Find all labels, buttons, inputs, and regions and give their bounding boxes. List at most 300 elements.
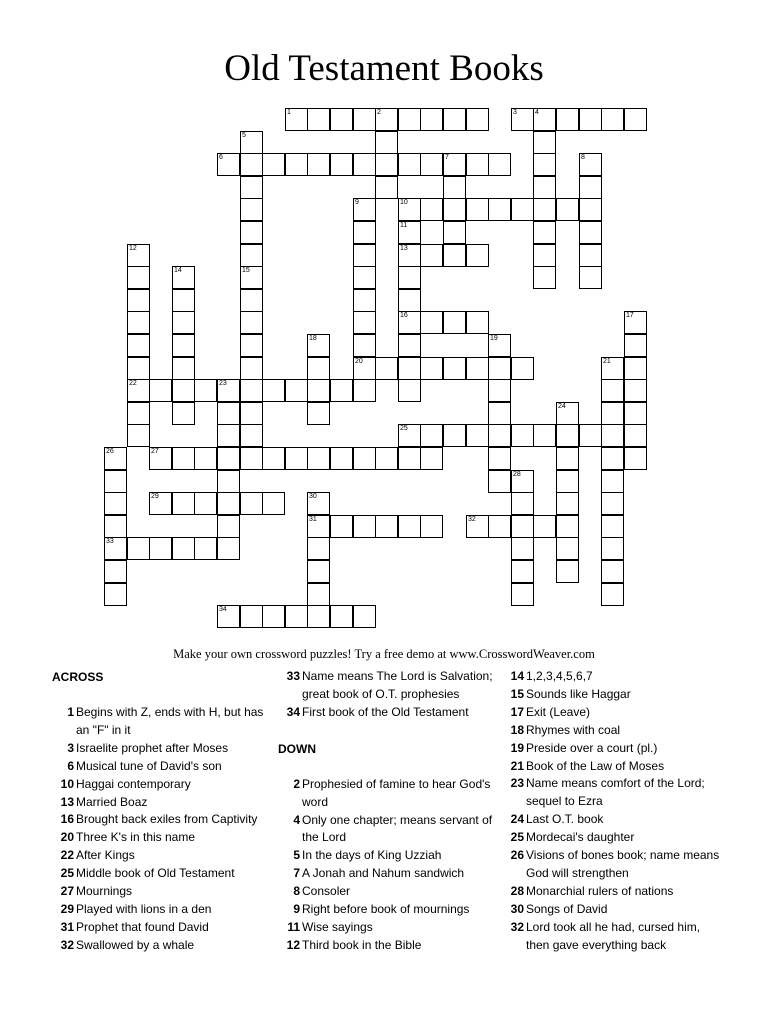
grid-cell[interactable] (601, 560, 624, 583)
grid-cell[interactable] (217, 492, 240, 515)
grid-cell[interactable] (398, 289, 421, 312)
grid-cell[interactable] (624, 447, 647, 470)
grid-cell[interactable] (601, 379, 624, 402)
clue-number: 12 (129, 245, 137, 252)
clue-text: Prophet that found David (76, 919, 209, 934)
clue-number: 11 (400, 222, 408, 229)
grid-cell[interactable] (240, 334, 263, 357)
clue-num: 22 (60, 848, 74, 863)
clue-number: 22 (129, 380, 137, 387)
grid-cell[interactable] (104, 515, 127, 538)
clue-number: 14 (174, 267, 182, 274)
grid-cell[interactable] (556, 402, 579, 425)
clue-number: 1 (287, 109, 291, 116)
grid-cell[interactable] (375, 447, 398, 470)
grid-cell[interactable] (511, 583, 534, 606)
grid-cell[interactable] (420, 244, 443, 267)
grid-cell[interactable] (127, 334, 150, 357)
clue-number: 7 (445, 154, 449, 161)
grid-cell[interactable] (330, 447, 353, 470)
across-clue (52, 776, 270, 794)
grid-cell[interactable] (533, 244, 556, 267)
grid-cell[interactable] (398, 221, 421, 244)
clue-text: First book of the Old Testament (302, 704, 469, 719)
grid-cell[interactable] (172, 379, 195, 402)
down-clue (502, 740, 724, 758)
grid-cell[interactable] (240, 492, 263, 515)
grid-cell[interactable] (398, 153, 421, 176)
grid-cell[interactable] (353, 244, 376, 267)
grid-cell[interactable] (240, 221, 263, 244)
grid-cell[interactable] (353, 379, 376, 402)
grid-cell[interactable] (556, 424, 579, 447)
clue-num: 3 (67, 740, 74, 755)
grid-cell[interactable] (556, 492, 579, 515)
across-clue (52, 758, 270, 776)
grid-cell[interactable] (556, 447, 579, 470)
grid-cell[interactable] (307, 402, 330, 425)
grid-cell[interactable] (330, 108, 353, 131)
grid-cell[interactable] (330, 515, 353, 538)
down-clue (278, 865, 496, 883)
grid-cell[interactable] (533, 198, 556, 221)
grid-cell[interactable] (488, 153, 511, 176)
grid-cell[interactable] (194, 537, 217, 560)
grid-cell[interactable] (420, 153, 443, 176)
grid-cell[interactable] (579, 176, 602, 199)
grid-cell[interactable] (398, 311, 421, 334)
clue-text: Right before book of mournings (302, 902, 470, 917)
across-clue (52, 901, 270, 919)
down-clue (278, 919, 496, 937)
grid-cell[interactable] (240, 447, 263, 470)
grid-cell[interactable] (353, 153, 376, 176)
grid-cell[interactable] (398, 198, 421, 221)
clue-num: 33 (286, 669, 300, 683)
grid-cell[interactable] (579, 153, 602, 176)
grid-cell[interactable] (420, 515, 443, 538)
grid-cell[interactable] (556, 470, 579, 493)
grid-cell[interactable] (353, 311, 376, 334)
grid-cell[interactable] (104, 470, 127, 493)
clue-text: Consoler (302, 884, 351, 899)
grid-cell[interactable] (285, 153, 308, 176)
grid-cell[interactable] (217, 515, 240, 538)
grid-cell[interactable] (488, 357, 511, 380)
grid-cell[interactable] (285, 108, 308, 131)
grid-cell[interactable] (307, 583, 330, 606)
clue-num: 19 (510, 740, 524, 755)
down-clue (278, 901, 496, 919)
grid-cell[interactable] (624, 357, 647, 380)
clue-number: 29 (151, 493, 159, 500)
grid-cell[interactable] (624, 424, 647, 447)
grid-cell[interactable] (172, 402, 195, 425)
grid-cell[interactable] (556, 537, 579, 560)
grid-cell[interactable] (488, 515, 511, 538)
grid-cell[interactable] (127, 402, 150, 425)
down-clue (278, 847, 496, 865)
grid-cell[interactable] (307, 515, 330, 538)
clue-num: 5 (293, 848, 300, 863)
clue-num: 15 (510, 686, 524, 701)
clue-text: Begins with Z, ends with H, but has an "F" in it (76, 705, 264, 737)
grid-cell[interactable] (353, 289, 376, 312)
clue-number: 18 (309, 335, 317, 342)
across-clue (52, 919, 270, 937)
grid-cell[interactable] (262, 447, 285, 470)
grid-cell[interactable] (172, 492, 195, 515)
down-clue (502, 919, 724, 955)
grid-cell[interactable] (488, 470, 511, 493)
grid-cell[interactable] (240, 605, 263, 628)
across-clue (52, 829, 270, 847)
grid-cell[interactable] (127, 311, 150, 334)
down-clue (502, 901, 724, 919)
clue-text: Swallowed by a whale (76, 937, 195, 952)
grid-cell[interactable] (488, 379, 511, 402)
grid-cell[interactable] (149, 379, 172, 402)
clue-num: 32 (510, 919, 524, 934)
grid-cell[interactable] (104, 537, 127, 560)
grid-cell[interactable] (624, 108, 647, 131)
clue-number: 5 (242, 132, 246, 139)
grid-cell[interactable] (262, 153, 285, 176)
grid-cell[interactable] (398, 515, 421, 538)
grid-cell[interactable] (488, 334, 511, 357)
grid-cell[interactable] (579, 244, 602, 267)
grid-cell[interactable] (353, 266, 376, 289)
grid-cell[interactable] (466, 108, 489, 131)
grid-cell[interactable] (533, 131, 556, 154)
clue-num: 10 (60, 776, 74, 791)
grid-cell[interactable] (466, 357, 489, 380)
grid-cell[interactable] (240, 289, 263, 312)
across-clue (52, 937, 270, 955)
grid-cell[interactable] (307, 447, 330, 470)
grid-cell[interactable] (262, 492, 285, 515)
grid-cell[interactable] (240, 244, 263, 267)
grid-cell[interactable] (217, 470, 240, 493)
grid-cell[interactable] (194, 379, 217, 402)
clue-text: Married Boaz (76, 794, 148, 809)
grid-cell[interactable] (172, 357, 195, 380)
grid-cell[interactable] (330, 153, 353, 176)
grid-cell[interactable] (533, 266, 556, 289)
down-clue (502, 686, 724, 704)
clue-number: 26 (106, 448, 114, 455)
grid-cell[interactable] (262, 379, 285, 402)
grid-cell[interactable] (624, 311, 647, 334)
grid-cell[interactable] (353, 515, 376, 538)
clue-num: 9 (293, 902, 300, 917)
grid-cell[interactable] (624, 334, 647, 357)
grid-cell[interactable] (601, 357, 624, 380)
grid-cell[interactable] (443, 357, 466, 380)
clue-text: 1,2,3,4,5,6,7 (526, 669, 593, 683)
grid-cell[interactable] (240, 357, 263, 380)
clue-text: Brought back exiles from Captivity (76, 812, 258, 827)
grid-cell[interactable] (579, 198, 602, 221)
grid-cell[interactable] (307, 334, 330, 357)
grid-cell[interactable] (149, 537, 172, 560)
grid-cell[interactable] (443, 424, 466, 447)
clue-text: Monarchial rulers of nations (526, 883, 674, 898)
across-clue (278, 704, 496, 722)
grid-cell[interactable] (601, 402, 624, 425)
grid-cell[interactable] (217, 153, 240, 176)
clue-number: 3 (513, 109, 517, 116)
grid-cell[interactable] (149, 492, 172, 515)
grid-cell[interactable] (488, 198, 511, 221)
grid-cell[interactable] (443, 153, 466, 176)
grid-cell[interactable] (375, 357, 398, 380)
puzzle-title: Old Testament Books (224, 48, 544, 89)
grid-cell[interactable] (466, 153, 489, 176)
grid-cell[interactable] (127, 537, 150, 560)
grid-cell[interactable] (307, 153, 330, 176)
grid-cell[interactable] (353, 447, 376, 470)
grid-cell[interactable] (307, 108, 330, 131)
grid-cell[interactable] (127, 266, 150, 289)
grid-cell[interactable] (466, 424, 489, 447)
clue-text: Name means comfort of the Lord; sequel to Ezra (526, 776, 705, 809)
grid-cell[interactable] (533, 515, 556, 538)
grid-cell[interactable] (466, 244, 489, 267)
grid-cell[interactable] (104, 492, 127, 515)
clue-num: 31 (60, 919, 74, 934)
clue-number: 28 (513, 471, 521, 478)
grid-cell[interactable] (307, 537, 330, 560)
clue-num: 20 (60, 830, 74, 845)
grid-cell[interactable] (533, 153, 556, 176)
grid-cell[interactable] (240, 153, 263, 176)
grid-cell[interactable] (217, 605, 240, 628)
grid-cell[interactable] (579, 108, 602, 131)
grid-cell[interactable] (466, 198, 489, 221)
grid-cell[interactable] (217, 447, 240, 470)
grid-cell[interactable] (262, 605, 285, 628)
down-clue (502, 704, 724, 722)
grid-cell[interactable] (353, 221, 376, 244)
grid-cell[interactable] (420, 357, 443, 380)
clue-text: Played with lions in a den (76, 901, 212, 916)
grid-cell[interactable] (330, 379, 353, 402)
grid-cell[interactable] (488, 424, 511, 447)
grid-cell[interactable] (398, 424, 421, 447)
down-clue (502, 883, 724, 901)
grid-cell[interactable] (398, 357, 421, 380)
grid-cell[interactable] (511, 560, 534, 583)
grid-cell[interactable] (466, 311, 489, 334)
grid-cell[interactable] (556, 515, 579, 538)
clue-number: 34 (219, 606, 227, 613)
grid-cell[interactable] (511, 492, 534, 515)
grid-cell[interactable] (488, 447, 511, 470)
grid-cell[interactable] (624, 402, 647, 425)
grid-cell[interactable] (375, 131, 398, 154)
clue-number: 16 (400, 312, 408, 319)
grid-cell[interactable] (104, 560, 127, 583)
grid-cell[interactable] (127, 289, 150, 312)
grid-cell[interactable] (443, 221, 466, 244)
grid-cell[interactable] (443, 311, 466, 334)
grid-cell[interactable] (240, 402, 263, 425)
grid-cell[interactable] (285, 605, 308, 628)
down-clue (502, 847, 724, 883)
grid-cell[interactable] (307, 560, 330, 583)
grid-cell[interactable] (488, 402, 511, 425)
grid-cell[interactable] (375, 515, 398, 538)
grid-cell[interactable] (240, 176, 263, 199)
grid-cell[interactable] (398, 108, 421, 131)
clue-number: 13 (400, 245, 408, 252)
clue-number: 6 (219, 154, 223, 161)
grid-cell[interactable] (285, 447, 308, 470)
grid-cell[interactable] (398, 379, 421, 402)
grid-cell[interactable] (240, 311, 263, 334)
grid-cell[interactable] (511, 470, 534, 493)
grid-cell[interactable] (307, 357, 330, 380)
grid-cell[interactable] (511, 108, 534, 131)
grid-cell[interactable] (172, 289, 195, 312)
grid-cell[interactable] (398, 244, 421, 267)
clue-num: 32 (60, 937, 74, 952)
grid-cell[interactable] (511, 198, 534, 221)
grid-cell[interactable] (556, 560, 579, 583)
down-clue (502, 668, 724, 686)
grid-cell[interactable] (533, 176, 556, 199)
grid-cell[interactable] (217, 379, 240, 402)
grid-cell[interactable] (466, 515, 489, 538)
grid-cell[interactable] (240, 379, 263, 402)
grid-cell[interactable] (307, 605, 330, 628)
grid-cell[interactable] (624, 379, 647, 402)
across-clue (52, 704, 270, 740)
grid-cell[interactable] (353, 334, 376, 357)
clues-column-3 (502, 668, 724, 955)
grid-cell[interactable] (420, 311, 443, 334)
grid-cell[interactable] (217, 537, 240, 560)
grid-cell[interactable] (601, 492, 624, 515)
grid-cell[interactable] (443, 198, 466, 221)
clue-text: A Jonah and Nahum sandwich (302, 866, 465, 881)
clue-num: 30 (510, 901, 524, 916)
grid-cell[interactable] (149, 447, 172, 470)
grid-cell[interactable] (172, 537, 195, 560)
grid-cell[interactable] (240, 266, 263, 289)
clue-number: 27 (151, 448, 159, 455)
clue-text: Israelite prophet after Moses (76, 740, 229, 755)
grid-cell[interactable] (307, 492, 330, 515)
grid-cell[interactable] (307, 379, 330, 402)
clue-number: 17 (626, 312, 634, 319)
grid-cell[interactable] (443, 108, 466, 131)
grid-cell[interactable] (579, 424, 602, 447)
grid-cell[interactable] (420, 198, 443, 221)
grid-cell[interactable] (579, 221, 602, 244)
grid-cell[interactable] (240, 424, 263, 447)
grid-cell[interactable] (127, 424, 150, 447)
grid-cell[interactable] (601, 583, 624, 606)
clue-text: Mournings (76, 884, 133, 899)
grid-cell[interactable] (172, 334, 195, 357)
clue-num: 23 (510, 776, 524, 791)
grid-cell[interactable] (127, 357, 150, 380)
grid-cell[interactable] (601, 470, 624, 493)
down-clue (502, 722, 724, 740)
grid-cell[interactable] (398, 447, 421, 470)
grid-cell[interactable] (533, 221, 556, 244)
grid-cell[interactable] (194, 447, 217, 470)
grid-cell[interactable] (217, 402, 240, 425)
grid-cell[interactable] (285, 379, 308, 402)
grid-cell[interactable] (240, 131, 263, 154)
grid-cell[interactable] (375, 153, 398, 176)
grid-cell[interactable] (353, 605, 376, 628)
clue-number: 23 (219, 380, 227, 387)
grid-cell[interactable] (172, 266, 195, 289)
clue-number: 9 (355, 199, 359, 206)
grid-cell[interactable] (353, 357, 376, 380)
grid-cell[interactable] (194, 492, 217, 515)
grid-cell[interactable] (556, 198, 579, 221)
grid-cell[interactable] (533, 108, 556, 131)
grid-cell[interactable] (172, 311, 195, 334)
grid-cell[interactable] (601, 108, 624, 131)
grid-cell[interactable] (420, 447, 443, 470)
clue-number: 21 (603, 358, 611, 365)
grid-cell[interactable] (579, 266, 602, 289)
grid-cell[interactable] (601, 515, 624, 538)
clue-num: 6 (67, 758, 74, 773)
grid-cell[interactable] (172, 447, 195, 470)
grid-cell[interactable] (511, 515, 534, 538)
grid-cell[interactable] (420, 108, 443, 131)
grid-cell[interactable] (420, 424, 443, 447)
clue-text: Third book in the Bible (302, 937, 422, 952)
grid-cell[interactable] (443, 244, 466, 267)
clue-num: 34 (286, 704, 300, 719)
grid-cell[interactable] (330, 605, 353, 628)
grid-cell[interactable] (556, 108, 579, 131)
grid-cell[interactable] (375, 176, 398, 199)
grid-cell[interactable] (353, 198, 376, 221)
grid-cell[interactable] (104, 447, 127, 470)
grid-cell[interactable] (104, 583, 127, 606)
grid-cell[interactable] (601, 537, 624, 560)
grid-cell[interactable] (398, 266, 421, 289)
grid-cell[interactable] (443, 176, 466, 199)
grid-cell[interactable] (240, 198, 263, 221)
grid-cell[interactable] (217, 424, 240, 447)
grid-cell[interactable] (398, 334, 421, 357)
grid-cell[interactable] (511, 537, 534, 560)
clue-text: After Kings (76, 848, 135, 863)
clue-num: 14 (510, 669, 524, 683)
clue-num: 2 (293, 776, 300, 791)
grid-cell[interactable] (353, 108, 376, 131)
grid-cell[interactable] (511, 357, 534, 380)
grid-cell[interactable] (533, 424, 556, 447)
grid-cell[interactable] (601, 447, 624, 470)
grid-cell[interactable] (375, 108, 398, 131)
grid-cell[interactable] (601, 424, 624, 447)
grid-cell[interactable] (511, 424, 534, 447)
clue-num: 8 (293, 884, 300, 899)
grid-cell[interactable] (127, 379, 150, 402)
grid-cell[interactable] (127, 244, 150, 267)
